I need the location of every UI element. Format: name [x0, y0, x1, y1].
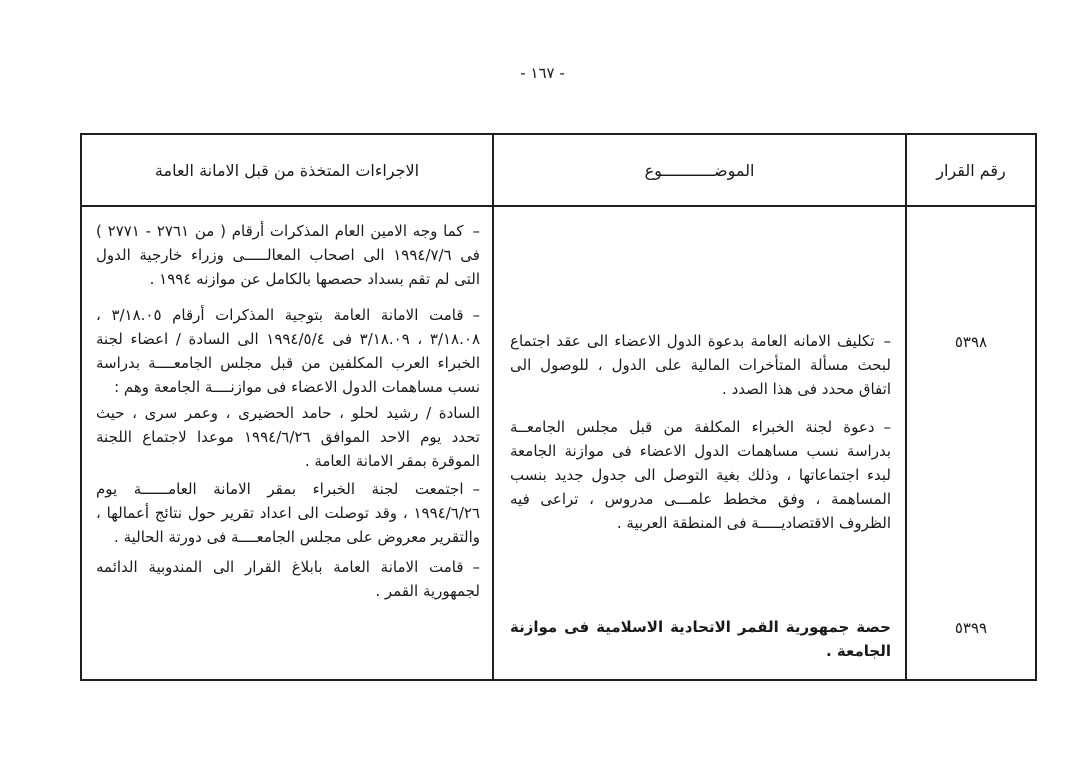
action-text: كما وجه الامين العام المذكرات أرقام ( من ٢٧٦١ - ٢٧٧١ ) فى ١٩٩٤/٧/٦ الى اصحاب المعالـــــى وزراء خارجية الدول التى لم تقم بسداد حصصها بالكامل عن موازنه ١٩٩٤ .	[96, 222, 480, 288]
subject-column	[492, 207, 905, 679]
subject-item	[510, 415, 891, 535]
list-dash: –	[472, 306, 480, 324]
decision-number: ٥٣٩٩	[954, 619, 988, 637]
action-item	[96, 219, 480, 291]
decisions-table	[80, 133, 1037, 681]
action-item	[96, 303, 480, 399]
table-header-row	[82, 135, 1035, 207]
header-subject: الموضـــــــــــوع	[492, 135, 905, 205]
header-decision-number: رقم القرار	[905, 135, 1035, 205]
list-dash: –	[883, 418, 891, 436]
subject-text: دعوة لجنة الخبراء المكلفة من قبل مجلس الجامعــة بدراسة نسب مساهمات الدول الاعضاء فى موازنة الجامعة لبدء اجتماعاتها ، وذلك بغية التوصل الى جدول جديد بنسب المساهمة ، وفق مخطط علمـــى مدروس ، تراعى فيه الظروف الاقتصاديـــــة فى المنطقة العربية .	[510, 418, 891, 532]
actions-column	[82, 207, 492, 679]
subject-item	[510, 615, 891, 663]
table-body	[82, 207, 1035, 679]
header-actions: الاجراءات المتخذة من قبل الامانة العامة	[154, 160, 420, 180]
list-dash: –	[472, 480, 480, 498]
page-number: - ١٦٧ -	[520, 64, 565, 82]
action-item	[96, 401, 480, 473]
action-item	[96, 477, 480, 549]
action-text: قامت الامانة العامة بابلاغ القرار الى المندوبية الدائمه لجمهورية القمر .	[96, 558, 480, 600]
action-text: السادة / رشيد لحلو ، حامد الحضيرى ، وعمر سرى ، حيث تحدد يوم الاحد الموافق ١٩٩٤/٦/٢٦ موعدا لاجتماع اللجنة الموقرة بمقر الامانة العامة .	[96, 404, 480, 470]
list-dash: –	[472, 222, 480, 240]
decision-number: ٥٣٩٨	[954, 333, 988, 351]
subject-text: حصة جمهورية القمر الاتحادية الاسلامية فى موازنة الجامعة .	[510, 618, 891, 660]
subject-item	[510, 329, 891, 401]
action-text: قامت الامانة العامة بتوجية المذكرات أرقام ٣/١٨.٠٥ ، ٣/١٨.٠٨ ، ٣/١٨.٠٩ فى ١٩٩٤/٥/٤ الى السادة / اعضاء لجنة الخبراء العرب المكلفين من قبل مجلس الجامعــــة بدراسة نسب مساهمات الدول الاعضاء فى موازنــــة الجامعة وهم :	[96, 306, 480, 396]
action-text: اجتمعت لجنة الخبراء بمقر الامانة العامــــــة يوم ١٩٩٤/٦/٢٦ ، وقد توصلت الى اعداد تقرير حول نتائج أعمالها ، والتقرير معروض على مجلس الجامعــــة فى دورتة الحالية .	[96, 480, 480, 546]
decision-number-column	[905, 207, 1035, 679]
action-item	[96, 555, 480, 603]
list-dash: –	[883, 332, 891, 350]
list-dash: –	[472, 558, 480, 576]
subject-text: تكليف الامانه العامة بدعوة الدول الاعضاء الى عقد اجتماع لبحث مسألة المتأخرات المالية على الدول ، للوصول الى اتفاق محدد فى هذا الصدد .	[510, 332, 891, 398]
